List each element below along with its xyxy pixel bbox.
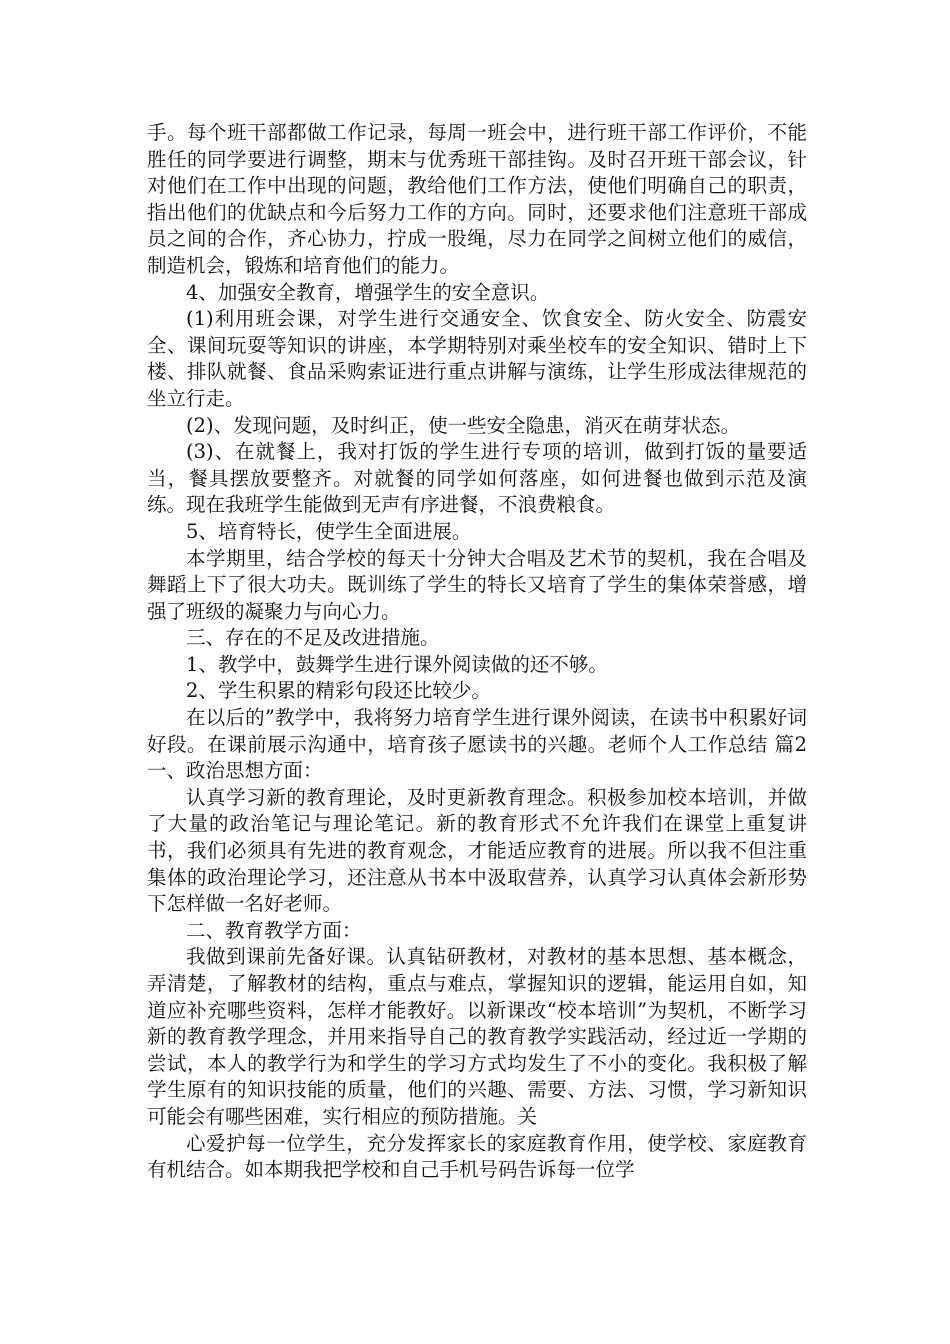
paragraph: 本学期里，结合学校的每天十分钟大合唱及艺术节的契机，我在合唱及舞蹈上下了很大功夫。既训练了学生的特长又培育了学生的集体荣誉感，增强了班级的凝聚力与向心力。	[147, 546, 807, 623]
document-body	[147, 120, 807, 1184]
paragraph: 5、培育特长，使学生全面进展。	[186, 519, 472, 543]
section-heading: 三、存在的不足及改进措施。	[186, 626, 440, 650]
paragraph: 我做到课前先备好课。认真钻研教材，对教材的基本思想、基本概念，弄清楚，了解教材的结构，重点与难点，掌握知识的逻辑，能运用自如，知道应补充哪些资料，怎样才能教好。以新课改“校本培训”为契机，不断学习新的教育教学理念，并用来指导自己的教育教学实践活动，经过近一学期的尝试，本人的教学行为和学生的学习方式均发生了不小的变化。我积极了解学生原有的知识技能的质量，他们的兴趣、需要、方法、习惯，学习新知识可能会有哪些困难，实行相应的预防措施。关	[147, 945, 807, 1128]
paragraph: 在以后的”教学中，我将努力培育学生进行课外阅读，在读书中积累好词好段。在课前展示沟通中，培育孩子愿读书的兴趣。老师个人工作总结 篇2一、政治思想方面：	[147, 706, 807, 783]
section-heading: 二、教育教学方面：	[186, 918, 362, 942]
paragraph: (1)利用班会课，对学生进行交通安全、饮食安全、防火安全、防震安全、课间玩耍等知识的讲座，本学期特别对乘坐校车的安全知识、错时上下楼、排队就餐、食品采购索证进行重点讲解与演练，让学生形成法律规范的坐立行走。	[147, 307, 807, 410]
paragraph: 心爱护每一位学生，充分发挥家长的家庭教育作用，使学校、家庭教育有机结合。如本期我把学校和自己手机号码告诉每一位学	[147, 1131, 807, 1182]
paragraph: 4、加强安全教育，增强学生的安全意识。	[186, 280, 550, 304]
paragraph: 认真学习新的教育理论，及时更新教育理念。积极参加校本培训，并做了大量的政治笔记与理论笔记。新的教育形式不允许我们在课堂上重复讲书，我们必须具有先进的教育观念，才能适应教育的进展。所以我不但注重集体的政治理论学习，还注意从书本中汲取营养，认真学习认真体会新形势下怎样做一名好老师。	[147, 785, 807, 916]
paragraph: 1、教学中，鼓舞学生进行课外阅读做的还不够。	[186, 652, 608, 676]
paragraph: (3)、在就餐上，我对打饭的学生进行专项的培训，做到打饭的量要适当，餐具摆放要整齐。对就餐的同学如何落座，如何进餐也做到示范及演练。现在我班学生能做到无声有序进餐，不浪费粮食。	[147, 440, 807, 517]
paragraph: 手。每个班干部都做工作记录，每周一班会中，进行班干部工作评价，不能胜任的同学要进行调整，期末与优秀班干部挂钩。及时召开班干部会议，针对他们在工作中出现的问题，教给他们工作方法，使他们明确自己的职责，指出他们的优缺点和今后努力工作的方向。同时，还要求他们注意班干部成员之间的合作，齐心协力，拧成一股绳，尽力在同学之间树立他们的威信，制造机会，锻炼和培育他们的能力。	[147, 121, 807, 277]
paragraph: (2)、发现问题，及时纠正，使一些安全隐患，消灭在萌芽状态。	[186, 413, 741, 437]
paragraph: 2、学生积累的精彩句段还比较少。	[186, 679, 491, 703]
